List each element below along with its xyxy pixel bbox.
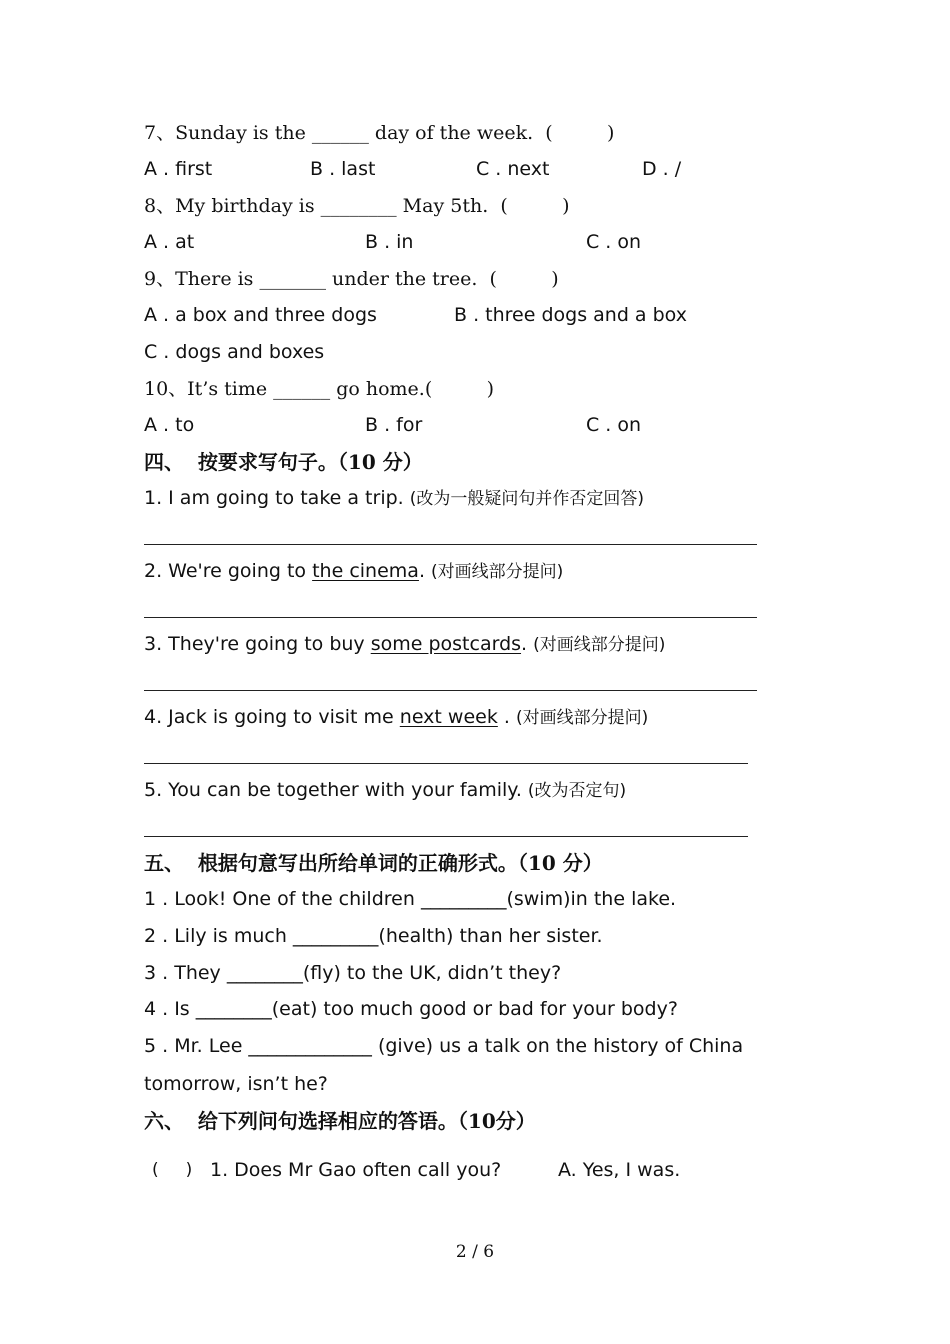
answer-line-1[interactable]: [144, 544, 757, 545]
question-10-option-b: B . for: [365, 414, 423, 436]
question-8-stem: 8、My birthday is ________ May 5th. ( ): [144, 195, 570, 217]
word-form-item-4: 4 . Is ________(eat) too much good or bad for your body?: [144, 998, 678, 1020]
question-10-option-c: C . on: [586, 414, 642, 436]
question-10-stem: 10、It’s time ______ go home.( ): [144, 378, 494, 400]
page-number: 2 / 6: [455, 1242, 495, 1262]
word-form-item-5-continued: tomorrow, isn’t he?: [144, 1073, 328, 1095]
question-7-option-b: B . last: [310, 158, 376, 180]
question-10-option-a: A . to: [144, 414, 195, 436]
section-5-heading: 五、 根据句意写出所给单词的正确形式。（10 分）: [144, 851, 603, 875]
match-question-1: 1. Does Mr Gao often call you?: [210, 1159, 502, 1181]
rewrite-item-2: 2. We're going to the cinema. (对画线部分提问): [144, 560, 564, 582]
answer-line-5[interactable]: [144, 836, 748, 837]
answer-line-2[interactable]: [144, 617, 757, 618]
question-7-option-a: A . first: [144, 158, 213, 180]
rewrite-item-1: 1. I am going to take a trip. (改为一般疑问句并作否定回答): [144, 487, 644, 509]
rewrite-item-5: 5. You can be together with your family. (改为否定句): [144, 779, 627, 801]
question-9-option-b: B . three dogs and a box: [454, 304, 687, 326]
section-4-heading: 四、 按要求写句子。（10 分）: [144, 450, 423, 474]
question-8-option-a: A . at: [144, 231, 195, 253]
answer-bracket[interactable]: ( ): [152, 1160, 193, 1180]
question-9-option-c: C . dogs and boxes: [144, 341, 325, 363]
question-7-option-c: C . next: [476, 158, 550, 180]
answer-line-4[interactable]: [144, 763, 748, 764]
question-8-option-c: C . on: [586, 231, 642, 253]
rewrite-item-4: 4. Jack is going to visit me next week . (对画线部分提问): [144, 706, 649, 728]
answer-line-3[interactable]: [144, 690, 757, 691]
question-8-option-b: B . in: [365, 231, 414, 253]
question-9-option-a: A . a box and three dogs: [144, 304, 377, 326]
question-7-option-d: D . /: [642, 158, 682, 180]
word-form-item-1: 1 . Look! One of the children _________(swim)in the lake.: [144, 888, 677, 910]
match-answer-a: A. Yes, I was.: [558, 1159, 681, 1181]
question-9-stem: 9、There is _______ under the tree. ( ): [144, 268, 559, 290]
rewrite-item-3: 3. They're going to buy some postcards. (对画线部分提问): [144, 633, 666, 655]
word-form-item-3: 3 . They ________(fly) to the UK, didn’t they?: [144, 962, 562, 984]
word-form-item-2: 2 . Lily is much _________(health) than her sister.: [144, 925, 603, 947]
word-form-item-5: 5 . Mr. Lee _____________ (give) us a talk on the history of China: [144, 1035, 744, 1057]
question-7-stem: 7、Sunday is the ______ day of the week. ( ): [144, 122, 615, 144]
section-6-heading: 六、 给下列问句选择相应的答语。（10分）: [144, 1109, 536, 1133]
